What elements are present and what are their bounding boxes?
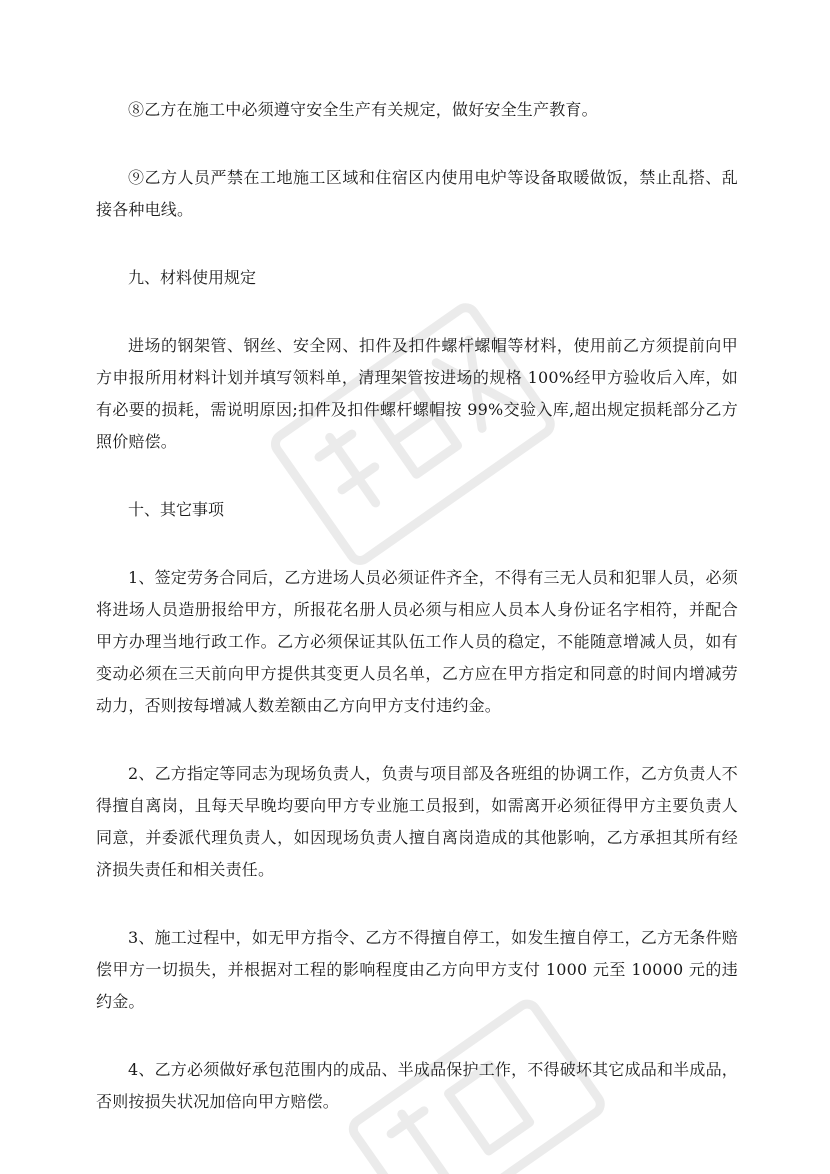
other-matter-2: 2、乙方指定等同志为现场负责人，负责与项目部及各班组的协调工作，乙方负责人不得擅自离岗，且每天早晚均要向甲方专业施工员报到，如需离开必须征得甲方主要负责人同意，并委派代理负责人，如因现场负责人擅自离岗造成的其他影响，乙方承担其所有经济损失责任和相关责任。 xyxy=(96,764,738,879)
clause-9: ⑨乙方人员严禁在工地施工区域和住宿区内使用电炉等设备取暖做饭，禁止乱搭、乱接各种电线。 xyxy=(96,168,738,219)
section-heading-materials: 九、材料使用规定 xyxy=(128,268,257,287)
document-body xyxy=(96,94,738,1154)
other-matter-4: 4、乙方必须做好承包范围内的成品、半成品保护工作，不得破坏其它成品和半成品，否则按损失状况加倍向甲方赔偿。 xyxy=(96,1060,738,1111)
section-heading-other-matters: 十、其它事项 xyxy=(128,500,225,519)
other-matter-1: 1、签定劳务合同后，乙方进场人员必须证件齐全，不得有三无人员和犯罪人员，必须将进场人员造册报给甲方，所报花名册人员必须与相应人员本人身份证名字相符，并配合甲方办理当地行政工作。乙方必须保证其队伍工作人员的稳定，不能随意增减人员，如有变动必须在三天前向甲方提供其变更人员名单，乙方应在甲方指定和同意的时间内增减劳动力，否则按每增减人数差额由乙方向甲方支付违约金。 xyxy=(96,568,738,715)
other-matter-3: 3、施工过程中，如无甲方指令、乙方不得擅自停工，如发生擅自停工，乙方无条件赔偿甲方一切损失，并根据对工程的影响程度由乙方向甲方支付 1000 元至 10000 元的违约金。 xyxy=(96,928,738,1011)
materials-paragraph: 进场的钢架管、钢丝、安全网、扣件及扣件螺杆螺帽等材料，使用前乙方须提前向甲方申报所用材料计划并填写领料单，清理架管按进场的规格 100%经甲方验收后入库，如有必要的损耗，需说明原因;扣件及扣件螺杆螺帽按 99%交验入库,超出规定损耗部分乙方照价赔偿。 xyxy=(96,336,738,451)
clause-8: ⑧乙方在施工中必须遵守安全生产有关规定，做好安全生产教育。 xyxy=(128,100,598,119)
